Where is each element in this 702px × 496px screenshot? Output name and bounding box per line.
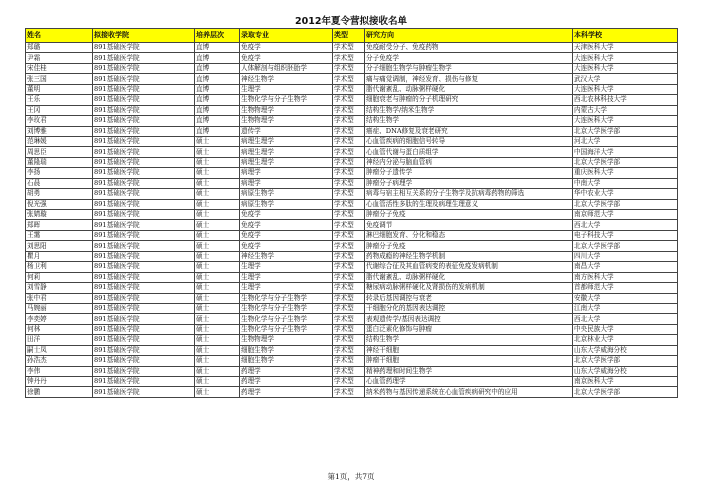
cell-major: 生物化学与分子生物学 [240,303,333,313]
cell-school: 北京林业大学 [573,335,678,345]
cell-college: 891基础医学院 [93,189,195,199]
cell-level: 硕士 [195,230,240,240]
cell-major: 神经生物学 [240,251,333,261]
table-row [26,230,678,240]
cell-type: 学术型 [333,210,365,220]
table-row [26,95,678,105]
cell-major: 生物物理学 [240,105,333,115]
cell-name: 胡勇 [26,189,93,199]
cell-major: 生理学 [240,283,333,293]
table-row [26,43,678,53]
cell-research: 神经内分泌与脑血管病 [365,157,573,167]
cell-name: 石晨 [26,178,93,188]
cell-major: 生理学 [240,272,333,282]
cell-level: 直博 [195,43,240,53]
table-row [26,168,678,178]
cell-level: 硕士 [195,220,240,230]
cell-research: 肿瘤分子病理学 [365,178,573,188]
cell-name: 郑璐 [26,43,93,53]
cell-type: 学术型 [333,335,365,345]
cell-major: 生理学 [240,84,333,94]
cell-school: 大连医科大学 [573,53,678,63]
cell-name: 何林 [26,324,93,334]
cell-level: 直博 [195,63,240,73]
cell-college: 891基础医学院 [93,251,195,261]
cell-school: 大连医科大学 [573,63,678,73]
header-college: 拟接收学院 [93,29,195,43]
cell-type: 学术型 [333,199,365,209]
cell-major: 细胞生物学 [240,356,333,366]
cell-school: 西北大学 [573,314,678,324]
cell-research: 糖尿病动脉粥样硬化及肾损伤的发病机制 [365,283,573,293]
table-row [26,262,678,272]
cell-level: 直博 [195,105,240,115]
cell-research: 肿瘤分子免疫 [365,241,573,251]
cell-college: 891基础医学院 [93,272,195,282]
cell-name: 张中君 [26,293,93,303]
cell-research: 心血管代谢与蛋白质组学 [365,147,573,157]
cell-research: 精神药理和时间生物学 [365,366,573,376]
cell-school: 河北大学 [573,136,678,146]
cell-name: 李奕婷 [26,314,93,324]
table-row [26,74,678,84]
cell-name: 董明 [26,84,93,94]
table-row [26,293,678,303]
cell-level: 硕士 [195,262,240,272]
table-row [26,136,678,146]
table-row [26,178,678,188]
cell-research: 脂代谢紊乱、动脉粥样硬化 [365,84,573,94]
cell-level: 直博 [195,53,240,63]
cell-type: 学术型 [333,251,365,261]
cell-college: 891基础医学院 [93,105,195,115]
cell-research: 心血管活性多肽的生理及病理生理意义 [365,199,573,209]
cell-type: 学术型 [333,377,365,387]
cell-college: 891基础医学院 [93,314,195,324]
cell-major: 病理生理学 [240,157,333,167]
cell-name: 李玫君 [26,116,93,126]
cell-school: 南昌大学 [573,262,678,272]
cell-type: 学术型 [333,220,365,230]
cell-type: 学术型 [333,314,365,324]
cell-level: 硕士 [195,251,240,261]
cell-name: 李伟 [26,366,93,376]
cell-major: 病理生理学 [240,147,333,157]
cell-school: 山东大学威海分校 [573,345,678,355]
cell-major: 免疫学 [240,230,333,240]
cell-level: 硕士 [195,189,240,199]
cell-level: 硕士 [195,324,240,334]
cell-level: 硕士 [195,241,240,251]
cell-type: 学术型 [333,230,365,240]
cell-research: 纳米药物与基因传递系统在心血管疾病研究中的应用 [365,387,573,397]
cell-research: 药物成瘾的神经生物学机制 [365,251,573,261]
admission-table [25,28,678,398]
cell-school: 四川大学 [573,251,678,261]
cell-name: 刘博雅 [26,126,93,136]
cell-level: 硕士 [195,377,240,387]
table-row [26,345,678,355]
table-row [26,283,678,293]
cell-name: 王霭 [26,230,93,240]
cell-level: 硕士 [195,356,240,366]
cell-college: 891基础医学院 [93,335,195,345]
table-row [26,189,678,199]
cell-college: 891基础医学院 [93,199,195,209]
cell-major: 病理学 [240,168,333,178]
cell-name: 王乐 [26,95,93,105]
cell-level: 硕士 [195,283,240,293]
cell-type: 学术型 [333,168,365,178]
table-body [26,43,678,398]
cell-school: 北京大学医学部 [573,356,678,366]
cell-school: 南方医科大学 [573,272,678,282]
cell-college: 891基础医学院 [93,262,195,272]
cell-research: 表观遗传学/基因表达调控 [365,314,573,324]
cell-name: 张三国 [26,74,93,84]
cell-name: 周思臣 [26,147,93,157]
table-row [26,377,678,387]
cell-college: 891基础医学院 [93,178,195,188]
cell-college: 891基础医学院 [93,230,195,240]
cell-college: 891基础医学院 [93,303,195,313]
cell-college: 891基础医学院 [93,136,195,146]
cell-school: 重庆医科大学 [573,168,678,178]
cell-major: 免疫学 [240,220,333,230]
cell-college: 891基础医学院 [93,74,195,84]
table-row [26,356,678,366]
cell-school: 安徽大学 [573,293,678,303]
cell-level: 直博 [195,74,240,84]
cell-major: 细胞生物学 [240,345,333,355]
cell-research: 分子细胞生物学与肿瘤生物学 [365,63,573,73]
cell-school: 华中农业大学 [573,189,678,199]
cell-major: 病理生理学 [240,136,333,146]
cell-name: 何莉 [26,272,93,282]
cell-school: 大连医科大学 [573,84,678,94]
cell-school: 南京师范大学 [573,210,678,220]
cell-type: 学术型 [333,63,365,73]
cell-school: 西北农林科技大学 [573,95,678,105]
table-row [26,157,678,167]
cell-type: 学术型 [333,345,365,355]
cell-type: 学术型 [333,84,365,94]
cell-major: 生物物理学 [240,335,333,345]
cell-level: 硕士 [195,345,240,355]
cell-college: 891基础医学院 [93,147,195,157]
header-type: 类型 [333,29,365,43]
cell-level: 硕士 [195,314,240,324]
table-row [26,116,678,126]
cell-college: 891基础医学院 [93,210,195,220]
cell-college: 891基础医学院 [93,53,195,63]
table-row [26,241,678,251]
cell-level: 直博 [195,126,240,136]
cell-school: 中央民族大学 [573,324,678,334]
header-row [26,29,678,43]
cell-type: 学术型 [333,147,365,157]
cell-school: 北京大学医学部 [573,241,678,251]
cell-major: 免疫学 [240,43,333,53]
cell-research: 代谢综合征及其血管病变的表征免疫发病机制 [365,262,573,272]
cell-major: 生物化学与分子生物学 [240,293,333,303]
cell-type: 学术型 [333,105,365,115]
cell-research: 脂代谢紊乱、动脉粥样硬化 [365,272,573,282]
cell-school: 北京大学医学部 [573,199,678,209]
cell-research: 结构生物学/纳米生物学 [365,105,573,115]
cell-name: 范琳媛 [26,136,93,146]
cell-college: 891基础医学院 [93,377,195,387]
cell-college: 891基础医学院 [93,220,195,230]
cell-research: 心血管疾病的细胞信号转导 [365,136,573,146]
cell-type: 学术型 [333,293,365,303]
cell-name: 张婧璇 [26,210,93,220]
cell-level: 硕士 [195,136,240,146]
cell-research: 干细胞分化的基因表达调控 [365,303,573,313]
cell-level: 硕士 [195,366,240,376]
table-row [26,314,678,324]
cell-type: 学术型 [333,303,365,313]
table-row [26,387,678,397]
cell-school: 北京大学医学部 [573,157,678,167]
cell-college: 891基础医学院 [93,293,195,303]
cell-school: 北京大学医学部 [573,126,678,136]
cell-college: 891基础医学院 [93,84,195,94]
cell-major: 免疫学 [240,53,333,63]
cell-name: 郑晖 [26,220,93,230]
cell-name: 董隆瑞 [26,157,93,167]
cell-college: 891基础医学院 [93,366,195,376]
cell-name: 李扬 [26,168,93,178]
cell-type: 学术型 [333,136,365,146]
cell-type: 学术型 [333,262,365,272]
cell-major: 遗传学 [240,126,333,136]
cell-college: 891基础医学院 [93,241,195,251]
cell-major: 人体解剖与组织胚胎学 [240,63,333,73]
cell-type: 学术型 [333,116,365,126]
cell-level: 直博 [195,95,240,105]
cell-research: 转录后基因调控与衰老 [365,293,573,303]
table-row [26,84,678,94]
cell-name: 倪光强 [26,199,93,209]
cell-college: 891基础医学院 [93,168,195,178]
cell-level: 硕士 [195,178,240,188]
cell-school: 天津医科大学 [573,43,678,53]
table-row [26,220,678,230]
table-row [26,335,678,345]
cell-name: 田洋 [26,335,93,345]
cell-major: 病原生物学 [240,199,333,209]
cell-type: 学术型 [333,95,365,105]
cell-type: 学术型 [333,189,365,199]
cell-type: 学术型 [333,366,365,376]
cell-school: 北京大学医学部 [573,387,678,397]
cell-major: 神经生物学 [240,74,333,84]
cell-school: 中国海洋大学 [573,147,678,157]
cell-research: 痛与痛觉调制，神经发育、损伤与修复 [365,74,573,84]
cell-research: 分子免疫学 [365,53,573,63]
cell-research: 肿瘤干细胞 [365,356,573,366]
cell-type: 学术型 [333,178,365,188]
cell-research: 结构生物学 [365,116,573,126]
header-level: 培养层次 [195,29,240,43]
cell-major: 免疫学 [240,210,333,220]
cell-type: 学术型 [333,126,365,136]
header-school: 本科学校 [573,29,678,43]
cell-type: 学术型 [333,43,365,53]
cell-type: 学术型 [333,241,365,251]
cell-level: 硕士 [195,293,240,303]
cell-school: 西北大学 [573,220,678,230]
cell-type: 学术型 [333,74,365,84]
cell-school: 电子科技大学 [573,230,678,240]
cell-major: 病原生物学 [240,189,333,199]
cell-major: 生物化学与分子生物学 [240,314,333,324]
cell-level: 硕士 [195,335,240,345]
cell-major: 生物化学与分子生物学 [240,324,333,334]
table-row [26,199,678,209]
cell-major: 免疫学 [240,241,333,251]
table-row [26,210,678,220]
table-row [26,147,678,157]
header-major: 录取专业 [240,29,333,43]
header-name: 姓名 [26,29,93,43]
cell-type: 学术型 [333,356,365,366]
table-row [26,324,678,334]
cell-name: 王冈 [26,105,93,115]
cell-name: 孙浩杰 [26,356,93,366]
table-row [26,272,678,282]
cell-college: 891基础医学院 [93,116,195,126]
table-row [26,105,678,115]
cell-major: 药理学 [240,377,333,387]
cell-research: 结构生物学 [365,335,573,345]
cell-research: 细胞衰老与肿瘤的分子机理研究 [365,95,573,105]
cell-level: 硕士 [195,272,240,282]
cell-research: 病毒与宿主相互关系的分子生物学及抗病毒药物的筛选 [365,189,573,199]
cell-name: 刘思阳 [26,241,93,251]
cell-college: 891基础医学院 [93,387,195,397]
cell-major: 病理学 [240,178,333,188]
cell-name: 徐鹏 [26,387,93,397]
cell-major: 生物化学与分子生物学 [240,95,333,105]
cell-level: 硕士 [195,387,240,397]
cell-college: 891基础医学院 [93,157,195,167]
cell-level: 直博 [195,84,240,94]
cell-level: 直博 [195,116,240,126]
cell-type: 学术型 [333,53,365,63]
cell-level: 硕士 [195,199,240,209]
header-research: 研究方向 [365,29,573,43]
cell-college: 891基础医学院 [93,345,195,355]
page-footer: 第1页，共7页 [327,472,375,481]
cell-research: 肿瘤分子遗传学 [365,168,573,178]
cell-name: 杨卫利 [26,262,93,272]
cell-college: 891基础医学院 [93,95,195,105]
cell-research: 免疫耐受分子、免疫药物 [365,43,573,53]
table-row [26,63,678,73]
cell-name: 瞿月 [26,251,93,261]
cell-name: 尹霜 [26,53,93,63]
cell-major: 药理学 [240,366,333,376]
cell-name: 钟丹丹 [26,377,93,387]
table-row [26,303,678,313]
cell-research: 癌症、DNA修复及衰老研究 [365,126,573,136]
cell-level: 硕士 [195,157,240,167]
cell-type: 学术型 [333,324,365,334]
page-title: 2012年夏令营拟接收名单 [295,16,407,27]
cell-college: 891基础医学院 [93,126,195,136]
cell-school: 江南大学 [573,303,678,313]
table-row [26,366,678,376]
cell-research: 淋巴细胞发育、分化和稳态 [365,230,573,240]
cell-research: 蛋白泛素化修饰与肿瘤 [365,324,573,334]
cell-research: 免疫调节 [365,220,573,230]
cell-college: 891基础医学院 [93,43,195,53]
cell-major: 生物物理学 [240,116,333,126]
cell-name: 嗣士凤 [26,345,93,355]
cell-school: 山东大学威海分校 [573,366,678,376]
cell-level: 硕士 [195,303,240,313]
cell-school: 南京医科大学 [573,377,678,387]
table-row [26,251,678,261]
table-row [26,126,678,136]
cell-school: 武汉大学 [573,74,678,84]
cell-research: 神经干细胞 [365,345,573,355]
cell-name: 宋佳桂 [26,63,93,73]
cell-college: 891基础医学院 [93,324,195,334]
cell-major: 药理学 [240,387,333,397]
cell-name: 刘雪静 [26,283,93,293]
cell-type: 学术型 [333,283,365,293]
cell-type: 学术型 [333,272,365,282]
table-row [26,53,678,63]
cell-type: 学术型 [333,157,365,167]
cell-major: 生理学 [240,262,333,272]
cell-school: 中南大学 [573,178,678,188]
cell-school: 首都师范大学 [573,283,678,293]
cell-level: 硕士 [195,147,240,157]
cell-school: 内蒙古大学 [573,105,678,115]
cell-type: 学术型 [333,387,365,397]
cell-level: 硕士 [195,210,240,220]
cell-research: 肿瘤分子免疫 [365,210,573,220]
cell-level: 硕士 [195,168,240,178]
cell-college: 891基础医学院 [93,63,195,73]
cell-research: 心血管药理学 [365,377,573,387]
cell-name: 马婉丽 [26,303,93,313]
cell-college: 891基础医学院 [93,356,195,366]
cell-college: 891基础医学院 [93,283,195,293]
cell-school: 大连医科大学 [573,116,678,126]
